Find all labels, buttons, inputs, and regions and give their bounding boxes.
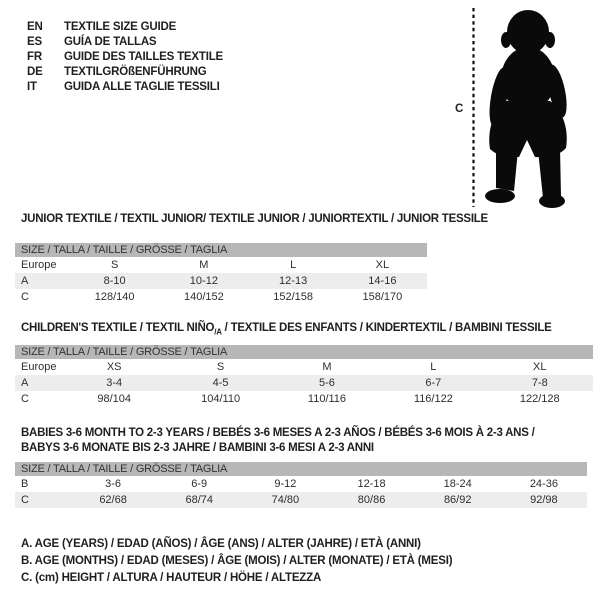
height-cell: 140/152 (183, 291, 224, 303)
age-cell: 18-24 (443, 478, 472, 490)
baby-silhouette-icon (481, 9, 576, 209)
table-row-height (15, 492, 587, 508)
age-cell: 4-5 (212, 377, 229, 389)
section-title-children (21, 321, 552, 339)
age-cell: 24-36 (529, 478, 558, 490)
size-cell: S (110, 259, 119, 271)
row-label: Europe (21, 259, 57, 271)
height-cell: 62/68 (99, 494, 127, 506)
language-title: TEXTILGRÖßENFÜHRUNG (64, 66, 207, 78)
height-cell: 158/170 (362, 291, 403, 303)
age-cell: 6-7 (425, 377, 442, 389)
age-cell: 3-6 (105, 478, 122, 490)
row-label: A (21, 377, 29, 389)
age-cell: 7-8 (531, 377, 548, 389)
table-row-europe (15, 359, 593, 375)
size-header-bar: SIZE / TALLA / TAILLE / GRÖSSE / TAGLIA (15, 243, 427, 257)
height-cell: 104/110 (201, 393, 241, 405)
height-cell: 128/140 (94, 291, 135, 303)
height-cell: 152/158 (273, 291, 313, 303)
language-row-es (27, 35, 223, 50)
row-label: A (21, 275, 29, 287)
size-cell: M (322, 361, 332, 373)
age-cell: 12-18 (357, 478, 386, 490)
language-row-fr (27, 50, 223, 65)
age-cell: 3-4 (106, 377, 123, 389)
note-height-cm: C. (cm) HEIGHT / ALTURA / HAUTEUR / HÖHE / ALTEZZA (21, 572, 322, 584)
table-row-age (15, 375, 593, 391)
title-text: / TEXTILE DES ENFANTS / KINDERTEXTIL / BAMBINI TESSILE (221, 322, 552, 334)
language-title: GUIDE DES TAILLES TEXTILE (64, 51, 223, 63)
table-row-europe (15, 257, 427, 273)
row-label: C (21, 291, 29, 303)
language-code: DE (27, 66, 43, 78)
height-cell: 110/116 (307, 393, 347, 405)
table-row-age (15, 273, 427, 289)
size-cell: XL (533, 361, 547, 373)
age-cell: 14-16 (368, 275, 397, 287)
height-measure-label: C (455, 103, 464, 115)
age-cell: 9-12 (274, 478, 297, 490)
size-table (15, 359, 593, 407)
row-label: Europe (21, 361, 57, 373)
size-cell: XS (106, 361, 122, 373)
row-label: C (21, 494, 29, 506)
title-text: CHILDREN'S TEXTILE / TEXTIL NIÑO (21, 322, 215, 334)
title-line-1: BABIES 3-6 MONTH TO 2-3 YEARS / BEBÉS 3-6 MESES A 2-3 AÑOS / BÉBÉS 3-6 MOIS À 2-3 ANS / (21, 427, 535, 439)
language-code: EN (27, 21, 43, 33)
size-table-children (15, 345, 593, 407)
age-cell: 10-12 (189, 275, 218, 287)
height-cell: 116/122 (413, 393, 453, 405)
section-title-babies (21, 426, 535, 456)
age-cell: 6-9 (191, 478, 208, 490)
height-cell: 86/92 (443, 494, 472, 506)
language-title: GUIDA ALLE TAGLIE TESSILI (64, 81, 220, 93)
legend-notes (21, 536, 452, 587)
age-cell: 5-6 (319, 377, 335, 389)
note-age-years: A. AGE (YEARS) / EDAD (AÑOS) / ÂGE (ANS) / ALTER (JAHRE) / ETÀ (ANNI) (21, 538, 421, 550)
size-header-bar: SIZE / TALLA / TAILLE / GRÖSSE / TAGLIA (15, 462, 587, 476)
row-label: C (21, 393, 29, 405)
size-table (15, 257, 427, 305)
size-table-junior (15, 243, 427, 305)
height-cell: 122/128 (519, 393, 560, 405)
size-cell: M (199, 259, 209, 271)
size-cell: S (216, 361, 225, 373)
height-cell: 74/80 (271, 494, 300, 506)
size-header-bar: SIZE / TALLA / TAILLE / GRÖSSE / TAGLIA (15, 345, 593, 359)
section-title-junior: JUNIOR TEXTILE / TEXTIL JUNIOR/ TEXTILE JUNIOR / JUNIORTEXTIL / JUNIOR TESSILE (21, 213, 488, 225)
language-code: FR (27, 51, 42, 63)
height-cell: 68/74 (185, 494, 213, 506)
language-code: ES (27, 36, 42, 48)
size-cell: XL (375, 259, 390, 271)
table-row-height (15, 289, 427, 305)
height-dashed-line (472, 8, 475, 207)
title-subscript: /A (214, 327, 222, 337)
age-cell: 8-10 (103, 275, 126, 287)
language-row-en (27, 20, 223, 35)
size-table (15, 476, 587, 508)
height-cell: 80/86 (357, 494, 386, 506)
language-title: TEXTILE SIZE GUIDE (64, 21, 177, 33)
height-cell: 92/98 (530, 494, 558, 506)
size-cell: L (430, 361, 437, 373)
size-cell: L (290, 259, 297, 271)
language-row-de (27, 65, 223, 80)
language-row-it (27, 80, 223, 95)
title-line-2: BABYS 3-6 MONATE BIS 2-3 JAHRE / BAMBINI 3-6 MESI A 2-3 ANNI (21, 442, 374, 454)
table-row-height (15, 391, 593, 407)
row-label: B (21, 478, 29, 490)
age-cell: 12-13 (279, 275, 308, 287)
height-cell: 98/104 (97, 393, 132, 405)
language-code: IT (27, 81, 37, 93)
table-row-age-months (15, 476, 587, 492)
language-title: GUÍA DE TALLAS (64, 36, 157, 48)
note-age-months: B. AGE (MONTHS) / EDAD (MESES) / ÂGE (MOIS) / ALTER (MONATE) / ETÀ (MESI) (21, 555, 453, 567)
size-table-babies (15, 462, 587, 508)
language-title-list (27, 20, 223, 95)
